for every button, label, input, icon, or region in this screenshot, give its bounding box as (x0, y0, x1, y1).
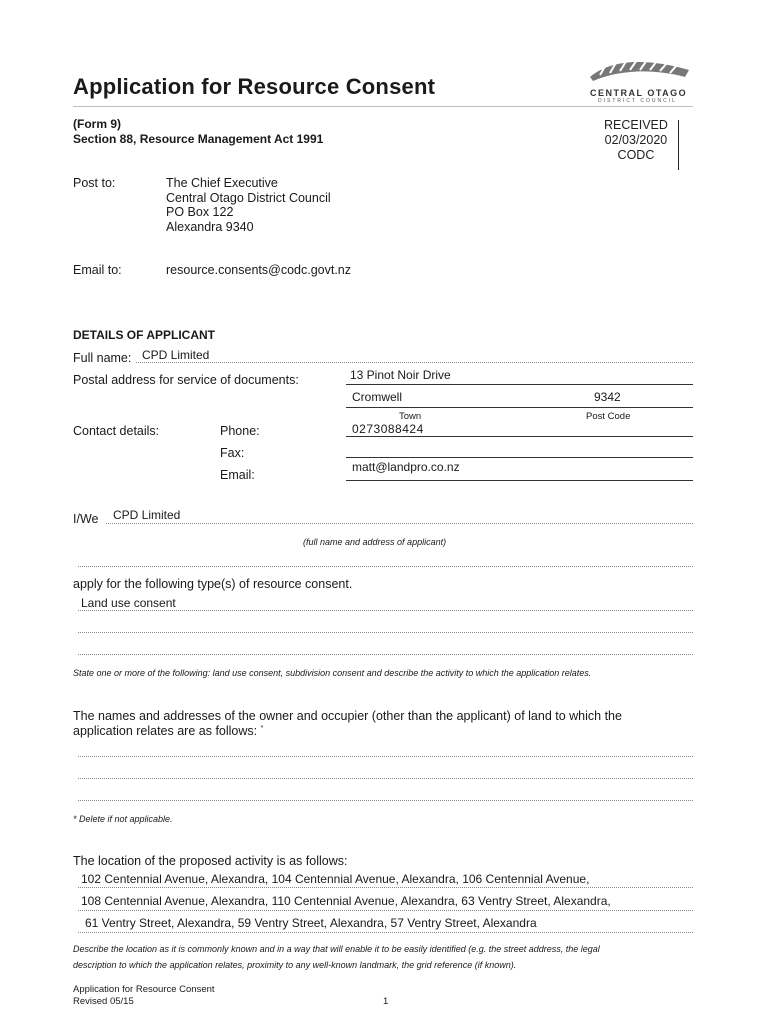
fax-line (346, 457, 693, 458)
location-label: The location of the proposed activity is as follows: (73, 854, 348, 868)
full-name-label: Full name: (73, 351, 132, 365)
email-to-value: resource.consents@codc.govt.nz (166, 263, 352, 277)
iwe-field[interactable]: CPD Limited (113, 508, 181, 522)
post-address (166, 176, 331, 234)
received-stamp (604, 118, 668, 163)
stamp-bar (678, 120, 679, 170)
title-rule (73, 106, 693, 107)
page-title: Application for Resource Consent (73, 74, 436, 99)
owners-label-2 (73, 724, 263, 738)
email-to-label: Email to: (73, 263, 122, 277)
footer-revised: Revised 05/15 (73, 996, 134, 1007)
form-number: (Form 9) (73, 117, 121, 131)
location-note-1: Describe the location as it is commonly known and in a way that will enable it to be easily identified (e.g. the street address, the legal (73, 944, 600, 954)
owners-line-3 (78, 800, 693, 801)
email-label: Email: (220, 468, 255, 482)
post-line: Central Otago District Council (166, 190, 331, 205)
contact-details-label: Contact details: (73, 424, 160, 438)
fax-label: Fax: (220, 446, 245, 460)
consent-line-1 (78, 610, 693, 611)
applicant-caption: (full name and address of applicant) (303, 537, 447, 547)
town-line (346, 407, 693, 408)
postal-address-label: Postal address for service of documents: (73, 373, 299, 387)
page-number: 1 (383, 996, 389, 1007)
iwe-label: I/We (73, 512, 99, 526)
owners-label-1: The names and addresses of the owner and occupier (other than the applicant) of land to which the (73, 709, 622, 723)
post-to-label: Post to: (73, 176, 116, 190)
consent-type-field[interactable]: Land use consent (81, 596, 176, 610)
location-line-2 (78, 910, 693, 911)
iwe-line (106, 523, 693, 524)
phone-field[interactable]: 0273088424 (352, 422, 424, 436)
location-field-2[interactable]: 108 Centennial Avenue, Alexandra, 110 Centennial Avenue, Alexandra, 63 Ventry Street, Alexandra, (81, 894, 611, 908)
owners-asterisk: * (260, 724, 264, 732)
postcode-caption: Post Code (586, 411, 631, 422)
logo-subtext: DISTRICT COUNCIL (598, 98, 677, 104)
consent-type-label: apply for the following type(s) of resource consent. (73, 577, 353, 591)
location-field-1[interactable]: 102 Centennial Avenue, Alexandra, 104 Centennial Avenue, Alexandra, 106 Centennial Avenue, (81, 872, 590, 886)
post-line: The Chief Executive (166, 176, 278, 190)
post-code-field[interactable]: 9342 (594, 390, 621, 404)
street-line (346, 384, 693, 385)
location-line-3 (78, 932, 693, 933)
email-line (346, 480, 693, 481)
location-line-1 (78, 887, 693, 888)
location-note-2: description to which the application relates, proximity to any well-known landmark, the grid reference (if known). (73, 960, 517, 970)
owners-line-1 (78, 756, 693, 757)
email-field[interactable]: matt@landpro.co.nz (352, 460, 460, 474)
delete-note: * Delete if not applicable. (73, 814, 173, 824)
street-field[interactable]: 13 Pinot Noir Drive (350, 368, 451, 382)
phone-line (346, 436, 693, 437)
form-section: Section 88, Resource Management Act 1991 (73, 132, 324, 146)
location-field-3[interactable]: 61 Ventry Street, Alexandra, 59 Ventry Street, Alexandra, 57 Ventry Street, Alexandra (85, 916, 537, 930)
full-name-field[interactable]: CPD Limited (142, 348, 210, 362)
stamp-line-3: CODC (617, 148, 655, 162)
stamp-line-2: 02/03/2020 (604, 133, 668, 147)
phone-label: Phone: (220, 424, 260, 438)
consent-type-note: State one or more of the following: land use consent, subdivision consent and describe the activity to which the application relates. (73, 668, 592, 678)
owners-line-2 (78, 778, 693, 779)
footer-doc-name: Application for Resource Consent (73, 984, 215, 995)
address-line (78, 566, 693, 567)
owners-label-2-text: application relates are as follows: (73, 724, 258, 738)
post-line: PO Box 122 (166, 205, 234, 219)
town-field[interactable]: Cromwell (352, 390, 403, 404)
stamp-line-1: RECEIVED (604, 118, 668, 132)
town-caption: Town (399, 411, 422, 422)
consent-line-2 (78, 632, 693, 633)
logo-text: CENTRAL OTAGO (590, 88, 688, 98)
post-line: Alexandra 9340 (166, 219, 254, 234)
full-name-line (136, 362, 693, 363)
consent-line-3 (78, 654, 693, 655)
applicant-heading: DETAILS OF APPLICANT (73, 328, 215, 342)
